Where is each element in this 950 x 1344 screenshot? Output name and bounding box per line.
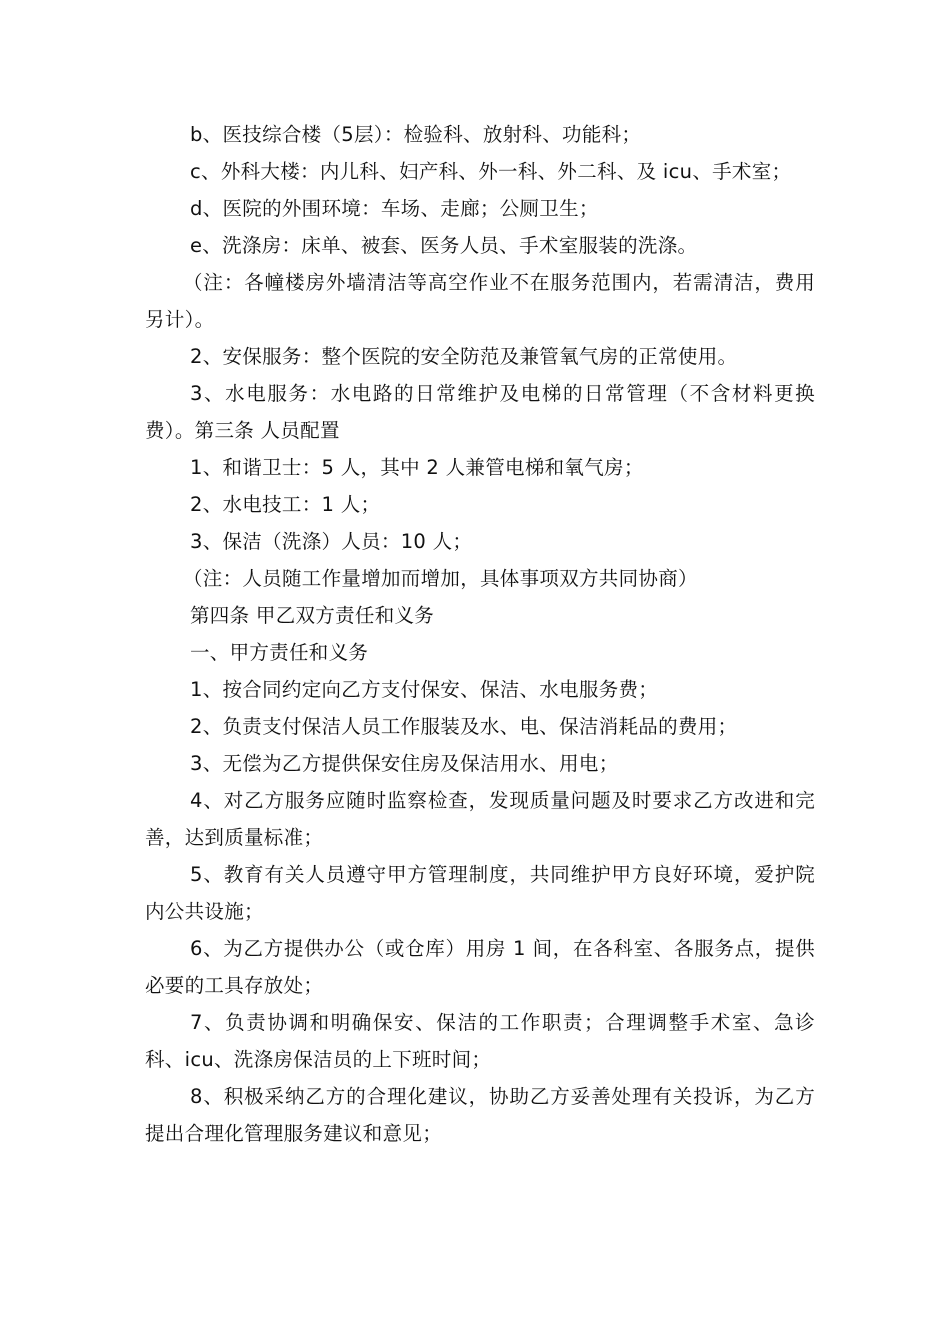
party-a-item-7: 7、负责协调和明确保安、保洁的工作职责；合理调整手术室、急诊科、icu、洗涤房保洁员的上下班时间； [145, 1011, 815, 1071]
staff-cleaners: 3、保洁（洗涤）人员：10 人； [190, 530, 473, 553]
party-a-item-5: 5、教育有关人员遵守甲方管理制度，共同维护甲方良好环境，爱护院内公共设施； [145, 863, 815, 923]
paragraph-c-surgery-building: c、外科大楼：内儿科、妇产科、外一科、外二科、及 icu、手术室； [190, 160, 792, 183]
party-a-heading: 一、甲方责任和义务 [190, 641, 369, 664]
document-body [145, 116, 815, 1152]
party-a-item-2: 2、负责支付保洁人员工作服装及水、电、保洁消耗品的费用； [190, 715, 738, 738]
paragraph-utility-service: 3、水电服务：水电路的日常维护及电梯的日常管理（不含材料更换费）。第三条 人员配置 [145, 382, 815, 442]
paragraph-security-service: 2、安保服务：整个医院的安全防范及兼管氧气房的正常使用。 [190, 345, 738, 368]
paragraph-d-outer-environment: d、医院的外围环境：车场、走廊；公厕卫生； [190, 197, 599, 220]
note-staffing: （注：人员随工作量增加而增加，具体事项双方共同协商） [183, 567, 698, 590]
staff-guards: 1、和谐卫士：5 人，其中 2 人兼管电梯和氧气房； [190, 456, 644, 479]
party-a-item-4: 4、对乙方服务应随时监察检查，发现质量问题及时要求乙方改进和完善，达到质量标准； [145, 789, 815, 849]
article-four-heading: 第四条 甲乙双方责任和义务 [190, 604, 435, 627]
party-a-item-8: 8、积极采纳乙方的合理化建议，协助乙方妥善处理有关投诉，为乙方提出合理化管理服务建议和意见； [145, 1085, 815, 1145]
note-exterior-cleaning: （注：各幢楼房外墙清洁等高空作业不在服务范围内，若需清洁，费用另计）。 [145, 271, 815, 331]
party-a-item-6: 6、为乙方提供办公（或仓库）用房 1 间，在各科室、各服务点，提供必要的工具存放处； [145, 937, 815, 997]
party-a-item-1: 1、按合同约定向乙方支付保安、保洁、水电服务费； [190, 678, 659, 701]
paragraph-b-medical-tech-building: b、医技综合楼（5层）：检验科、放射科、功能科； [190, 123, 642, 146]
paragraph-e-laundry: e、洗涤房：床单、被套、医务人员、手术室服装的洗涤。 [190, 234, 698, 257]
party-a-item-3: 3、无偿为乙方提供保安住房及保洁用水、用电； [190, 752, 619, 775]
staff-technicians: 2、水电技工：1 人； [190, 493, 381, 516]
